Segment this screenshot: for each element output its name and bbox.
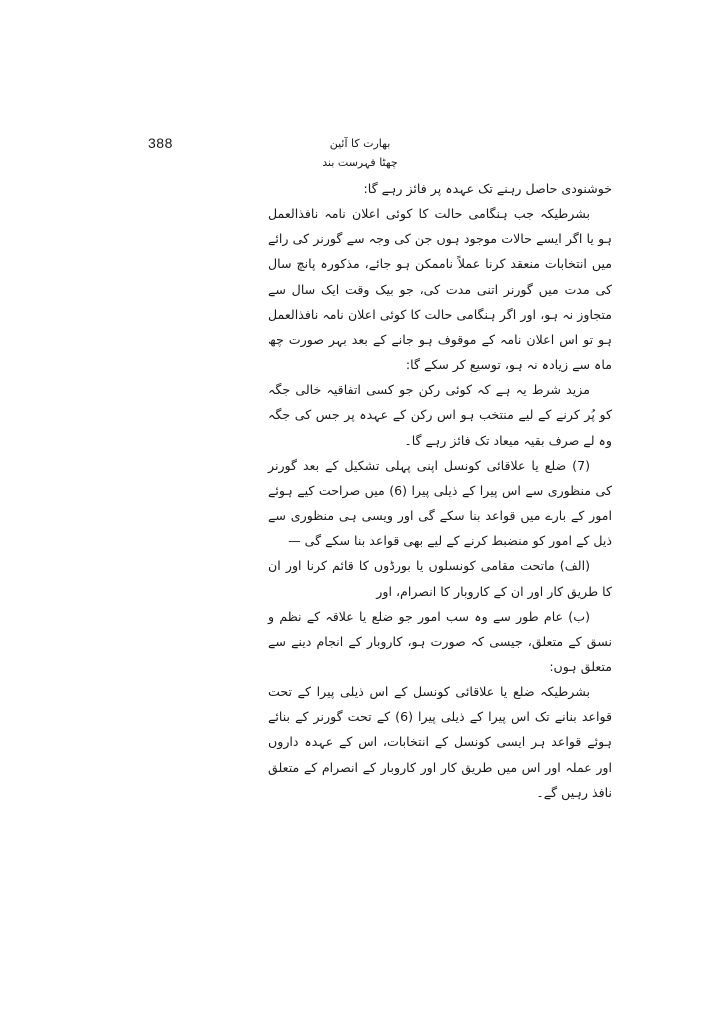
paragraph-first-proviso: بشرطیکہ جب ہنگامی حالت کا کوئی اعلان نامہ نافذالعمل ہو یا اگر ایسے حالات موجود ہوں جن کی وجہ سے گورنر کی رائے میں انتخابات منعقد کرنا عملاً ناممکن ہو جائے، مذکورہ پانچ سال کی مدت میں گورنر اتنی مدت کی، جو بیک وقت ایک سال سے متجاوز نہ ہو، اور اگر ہنگامی حالت کا کوئی اعلان نامہ نافذالعمل ہو تو اس اعلان نامہ کے موقوف ہو جانے کے بعد بہر صورت چھ ماہ سے زیادہ نہ ہو، توسیع کر سکے گا: xyxy=(268,206,612,373)
page-number: 388 xyxy=(148,135,173,151)
header-title: بھارت کا آئین xyxy=(329,137,391,150)
body-text xyxy=(268,176,612,805)
paragraph-subclause-a: (الف) ماتحت مقامی کونسلوں یا بورڈوں کا قائم کرنا اور ان کا طریق کار اور ان کے کاروبار کا انصرام، اور xyxy=(268,558,612,599)
paragraph-final-proviso: بشرطیکہ ضلع یا علاقائی کونسل کے اس ذیلی پیرا کے تحت قواعد بنانے تک اس پیرا کے ذیلی پیرا (6) کے تحت گورنر کے بنائے ہوئے قواعد ہر ایسی کونسل کے انتخابات، اس کے عہدہ داروں اور عملہ اور اس میں طریق کار اور کاروبار کے انصرام کے متعلق نافذ رہیں گے۔ xyxy=(268,684,612,800)
paragraph-clause-7: (7) ضلع یا علاقائی کونسل اپنی پہلی تشکیل کے بعد گورنر کی منظوری سے اس پیرا کے ذیلی پیرا (6) میں صراحت کیے ہوئے امور کے بارے میں قواعد بنا سکے گی اور ویسی ہی منظوری سے ذیل کے امور کو منضبط کرنے کے لیے بھی قواعد بنا سکے گی — xyxy=(268,457,613,549)
paragraph-continuation: خوشنودی حاصل رہنے تک عہدہ پر فائز رہے گا: xyxy=(363,181,612,196)
running-header xyxy=(300,134,420,172)
header-subtitle: چھٹا فہرست بند xyxy=(322,156,398,169)
paragraph-second-proviso: مزید شرط یہ ہے کہ کوئی رکن جو کسی اتفاقیہ خالی جگہ کو پُر کرنے کے لیے منتخب ہو اس رکن کے عہدہ پر جس کی جگہ وہ لے صرف بقیہ میعاد تک فائز رہے گا۔ xyxy=(268,382,612,448)
paragraph-subclause-b: (ب) عام طور سے وہ سب امور جو ضلع یا علاقہ کے نظم و نسق کے متعلق، جیسی کہ صورت ہو، کاروبار کے انجام دینے سے متعلق ہوں: xyxy=(268,608,612,674)
